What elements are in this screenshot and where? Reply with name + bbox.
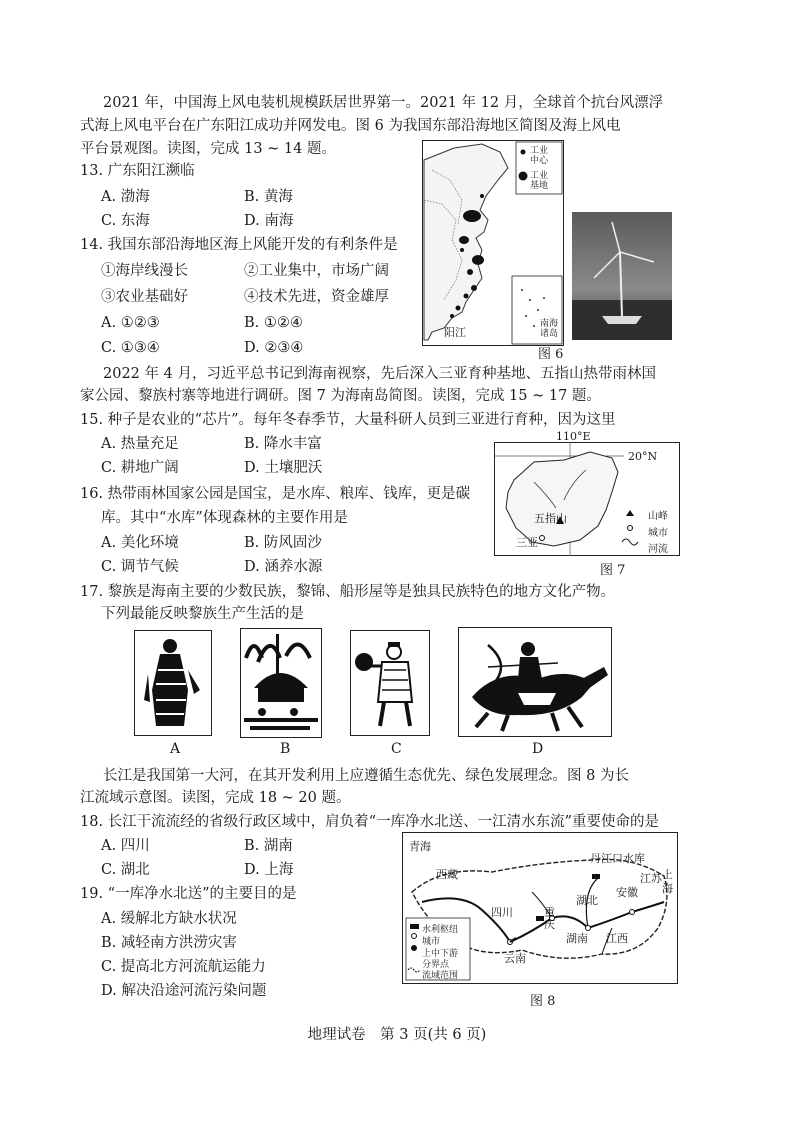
fig8-label-chongqing-1: 重 [544,906,555,919]
q15-option-a[interactable]: A. 热量充足 [101,436,179,452]
fig6-legend-center-2: 中心 [530,156,549,166]
q18-stem: 18. 长江干流流经的省级行政区域中，肩负着“一库净水北送、一江清水东流”重要使命的是 [80,814,659,830]
q19-option-a[interactable]: A. 缓解北方缺水状况 [101,911,237,927]
q18-option-c[interactable]: C. 湖北 [101,862,150,878]
fig8-label-jiangsu: 江苏 [640,872,662,885]
fig6-legend-center-1: 工业 [530,146,549,156]
q14-option-d[interactable]: D. ②③④ [244,340,304,356]
figure6-wind-turbine-photo [572,212,672,340]
intro3-line2: 江流域示意图。读图，完成 18 ~ 20 题。 [80,790,351,806]
fig7-lon-label: 110°E [556,430,591,443]
fig8-label-reservoir: 丹江口水库 [590,852,645,865]
q17-stem-line1: 17. 黎族是海南主要的少数民族，黎锦、船形屋等是独具民族特色的地方文化产物。 [80,584,616,600]
q17-image-a[interactable] [134,630,212,736]
q16-stem-line2: 库。其中“水库”体现森林的主要作用是 [101,510,348,526]
q19-stem: 19. “一库净水北送”的主要目的是 [80,886,297,902]
fig6-label-nanhai-1: 南海 [540,319,559,329]
fig8-label-anhui: 安徽 [616,886,638,899]
q13-option-a[interactable]: A. 渤海 [101,189,150,205]
fig8-label-xizang: 西藏 [436,868,458,881]
fig8-label-chongqing-2: 庆 [544,918,555,931]
fig8-label-hunan: 湖南 [566,932,588,945]
fig8-label-jiangxi: 江西 [606,932,628,945]
fig7-label-wuzhishan: 五指山 [534,512,567,525]
q14-stem: 14. 我国东部沿海地区海上风能开发的有利条件是 [80,237,398,253]
fig7-label-sanya: 三亚 [516,536,538,549]
intro1-line1: 2021 年，中国海上风电装机规模跃居世界第一。2021 年 12 月，全球首个抗台风漂浮 [103,95,664,111]
q19-option-b[interactable]: B. 减轻南方洪涝灾害 [101,935,237,951]
intro2-line2: 家公园、黎族村寨等地进行调研。图 7 为海南岛简图。读图，完成 15 ~ 17 题。 [80,388,601,404]
page-footer: 地理试卷 第 3 页(共 6 页) [307,1027,487,1043]
intro3-line1: 长江是我国第一大河，在其开发利用上应遵循生态优先、绿色发展理念。图 8 为长 [103,768,629,784]
q15-stem: 15. 种子是农业的“芯片”。每年冬春季节，大量科研人员到三亚进行育种，因为这里 [80,412,616,428]
fig8-label-shanghai-1: 上 [662,868,673,881]
fig8-label-hubei: 湖北 [576,894,598,907]
fig8-legend-city: 城市 [422,937,441,947]
fig7-legend-peak: 山峰 [648,511,668,522]
q16-option-b[interactable]: B. 防风固沙 [244,535,322,551]
fig7-caption: 图 7 [600,563,626,578]
q18-option-d[interactable]: D. 上海 [244,862,294,878]
q17-stem-line2: 下列最能反映黎族生产生活的是 [101,606,304,622]
q14-statement-1: ①海岸线漫长 [101,263,188,279]
fig6-caption: 图 6 [538,347,564,362]
fig8-label-sichuan: 四川 [491,906,513,919]
q17-image-b[interactable] [240,628,322,738]
fig8-label-qinghai: 青海 [409,840,431,853]
q14-option-c[interactable]: C. ①③④ [101,340,160,356]
q15-option-d[interactable]: D. 土壤肥沃 [244,460,323,476]
fig6-legend-base-2: 基地 [530,181,549,191]
fig8-label-yunnan: 云南 [504,952,526,965]
fig8-legend-boundary: 上中下游 [422,949,459,959]
fig8-legend-dam: 水利枢纽 [422,925,459,935]
q15-option-b[interactable]: B. 降水丰富 [244,436,322,452]
q14-option-a[interactable]: A. ①②③ [101,315,160,331]
fig6-label-yangjiang: 阳江 [444,326,466,339]
q19-option-c[interactable]: C. 提高北方河流航运能力 [101,959,266,975]
fig8-label-shanghai-2: 海 [662,882,673,895]
q17-label-d: D [532,741,544,757]
q16-option-a[interactable]: A. 美化环境 [101,535,179,551]
fig8-legend-basin: 流域范围 [422,971,459,981]
intro1-line3: 平台景观图。读图，完成 13 ~ 14 题。 [80,141,336,157]
q14-statement-4: ④技术先进，资金雄厚 [244,289,389,305]
q17-label-b: B [280,741,291,757]
q14-statement-3: ③农业基础好 [101,289,188,305]
q16-stem-line1: 16. 热带雨林国家公园是国宝，是水库、粮库、钱库，更是碳 [80,486,471,502]
q17-label-c: C [391,741,402,757]
fig7-legend-river: 河流 [648,544,668,555]
q16-option-c[interactable]: C. 调节气候 [101,559,179,575]
q16-option-d[interactable]: D. 涵养水源 [244,559,323,575]
intro1-line2: 式海上风电平台在广东阳江成功并网发电。图 6 为我国东部沿海地区简图及海上风电 [80,118,621,134]
fig7-legend-city: 城市 [648,528,668,539]
q15-option-c[interactable]: C. 耕地广阔 [101,460,179,476]
q17-image-c[interactable] [350,630,430,736]
q17-label-a: A [170,741,181,757]
q19-option-d[interactable]: D. 解决沿途河流污染问题 [101,983,267,999]
q13-option-c[interactable]: C. 东海 [101,213,150,229]
fig8-legend-boundary-2: 分界点 [422,960,450,970]
fig7-lat-label: 20°N [628,450,658,463]
fig8-caption: 图 8 [530,994,556,1009]
q18-option-a[interactable]: A. 四川 [101,838,150,854]
q13-option-b[interactable]: B. 黄海 [244,189,293,205]
q14-option-b[interactable]: B. ①②④ [244,315,303,331]
q17-image-d[interactable] [458,627,612,737]
intro2-line1: 2022 年 4 月，习近平总书记到海南视察，先后深入三亚育种基地、五指山热带雨林国 [103,366,656,382]
q18-option-b[interactable]: B. 湖南 [244,838,293,854]
q13-stem: 13. 广东阳江濒临 [80,163,195,179]
fig6-label-nanhai-2: 诸岛 [540,329,559,339]
q14-statement-2: ②工业集中，市场广阔 [244,263,389,279]
q13-option-d[interactable]: D. 南海 [244,213,294,229]
fig6-legend-base-1: 工业 [530,171,549,181]
